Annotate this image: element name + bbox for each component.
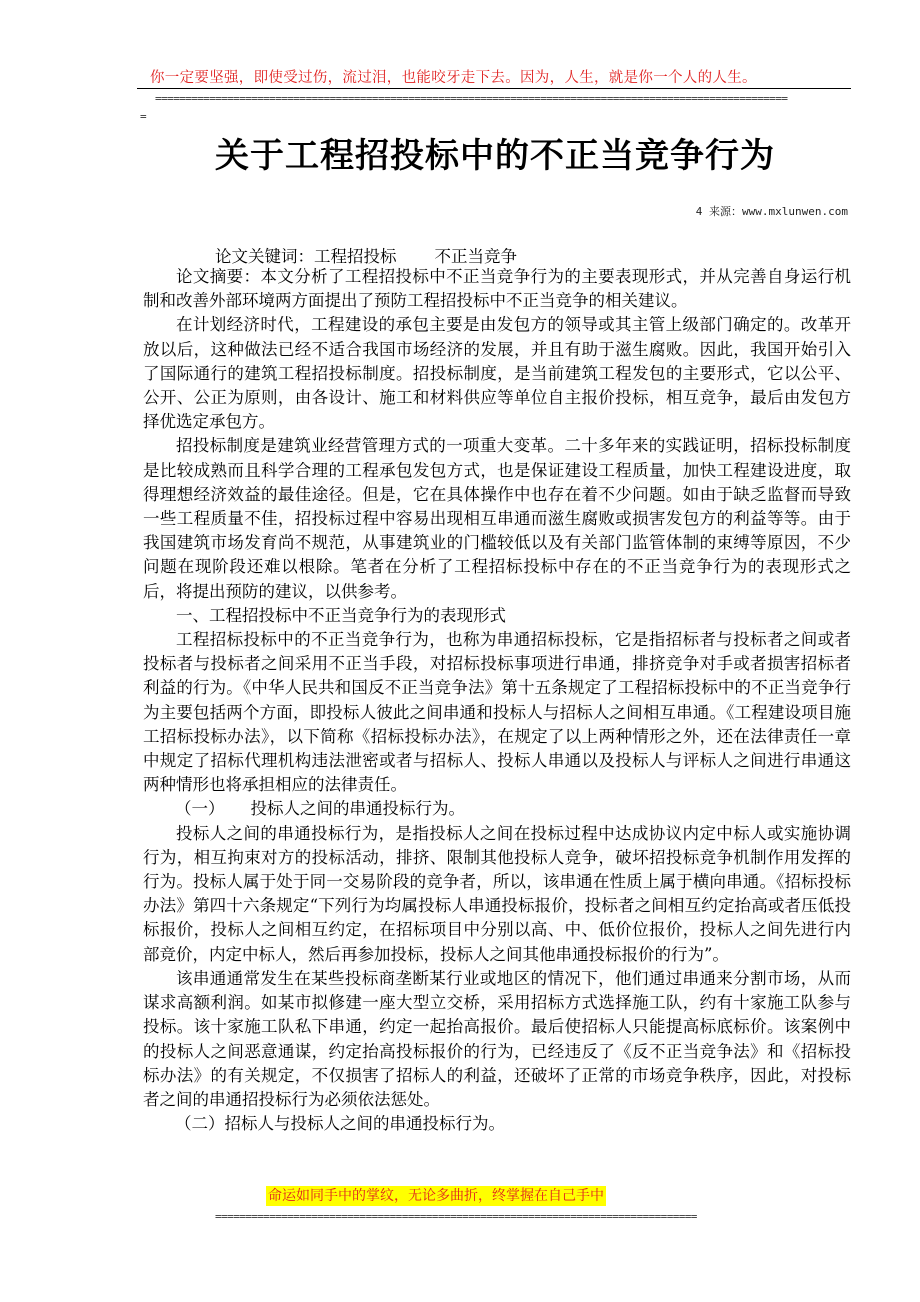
subsection-heading-1	[143, 797, 851, 821]
subsection-heading-2: （二）招标人与投标人之间的串通投标行为。	[175, 1114, 505, 1134]
keywords-line	[215, 243, 517, 267]
header-separator-tail: =	[140, 110, 147, 123]
keywords-second: 不正当竞争	[434, 247, 517, 266]
header-separator: =========================================================================================================	[155, 93, 788, 104]
footer-motto: 命运如同手中的掌纹，无论多曲折，终掌握在自己手中	[268, 1188, 604, 1204]
body-paragraph: 工程招标投标中的不正当竞争行为，也称为串通招标投标，它是指招标者与投标者之间或者投标者与投标者之间采用不正当手段，对招标投标事项进行串通，排挤竞争对手或者损害招标者利益的行为。《中华人民共和国反不正当竞争法》第十五条规定了工程招标投标中的不正当竞争行为主要包括两个方面，即投标人彼此之间串通和投标人与招标人之间相互串通。《工程建设项目施工招标投标办法》，以下简称《招标投标办法》，在规定了以上两种情形之外，还在法律责任一章中规定了招标代理机构违法泄密或者与招标人、投标人串通以及投标人与评标人之间进行串通这两种情形也将承担相应的法律责任。	[143, 630, 851, 795]
footer-separator: ================================================================================	[215, 1211, 697, 1222]
abstract-paragraph: 论文摘要：本文分析了工程招投标中不正当竞争行为的主要表现形式，并从完善自身运行机制和改善外部环境两方面提出了预防工程招投标中不正当竞争的相关建议。	[143, 267, 851, 311]
document-body	[143, 265, 851, 1136]
subsection-1-number: （一）	[175, 799, 225, 819]
header-motto: 你一定要坚强，即使受过伤，流过泪，也能咬牙走下去。因为，人生，就是你一个人的人生。	[150, 70, 757, 86]
body-paragraph: 招投标制度是建筑业经营管理方式的一项重大变革。二十多年来的实践证明，招标投标制度是比较成熟而且科学合理的工程承包发包方式，也是保证建设工程质量，加快工程建设进度，取得理想经济效益的最佳途径。但是，它在具体操作中也存在着不少问题。如由于缺乏监督而导致一些工程质量不佳，招投标过程中容易出现相互串通而滋生腐败或损害发包方的利益等等。由于我国建筑市场发育尚不规范，从事建筑业的门槛较低以及有关部门监管体制的束缚等原因，不少问题在现阶段还难以根除。笔者在分析了工程招标投标中存在的不正当竞争行为的表现形式之后，将提出预防的建议，以供参考。	[143, 436, 851, 601]
header-rule	[137, 88, 851, 89]
section-heading: 一、工程招投标中不正当竞争行为的表现形式	[176, 605, 506, 625]
source-line: 4 来源：www.mxlunwen.com	[695, 205, 848, 218]
subsection-1-title: 投标人之间的串通投标行为。	[250, 799, 465, 819]
body-paragraph: 在计划经济时代，工程建设的承包主要是由发包方的领导或其主管上级部门确定的。改革开放以后，这种做法已经不适合我国市场经济的发展，并且有助于滋生腐败。因此，我国开始引入了国际通行的建筑工程招投标制度。招投标制度，是当前建筑工程发包的主要形式，它以公平、公开、公正为原则，由各设计、施工和材料供应等单位自主报价投标，相互竞争，最后由发包方择优选定承包方。	[143, 315, 851, 432]
document-title: 关于工程招投标中的不正当竞争行为	[215, 136, 775, 176]
body-paragraph: 该串通通常发生在某些投标商垄断某行业或地区的情况下，他们通过串通来分割市场，从而谋求高额利润。如某市拟修建一座大型立交桥，采用招标方式选择施工队，约有十家施工队参与投标。该十家施工队私下串通，约定一起抬高报价。最后使招标人只能提高标底标价。该案例中的投标人之间恶意通谋，约定抬高投标报价的行为，已经违反了《反不正当竞争法》和《招标投标办法》的有关规定，不仅损害了招标人的利益，还破坏了正常的市场竞争秩序，因此，对投标者之间的串通招投标行为必须依法惩处。	[143, 968, 851, 1109]
body-paragraph: 投标人之间的串通投标行为，是指投标人之间在投标过程中达成协议内定中标人或实施协调行为，相互拘束对方的投标活动，排挤、限制其他投标人竞争，破坏招投标竞争机制作用发挥的行为。投标人属于处于同一交易阶段的竞争者，所以，该串通在性质上属于横向串通。《招标投标办法》第四十六条规定“下列行为均属投标人串通投标报价，投标者之间相互约定抬高或者压低投标报价，投标人之间相互约定，在招标项目中分别以高、中、低价位报价，投标人之间先进行内部竞价，内定中标人，然后再参加投标，投标人之间其他串通投标报价的行为”。	[143, 823, 851, 964]
keywords-label: 论文关键词：工程招投标	[215, 247, 397, 266]
